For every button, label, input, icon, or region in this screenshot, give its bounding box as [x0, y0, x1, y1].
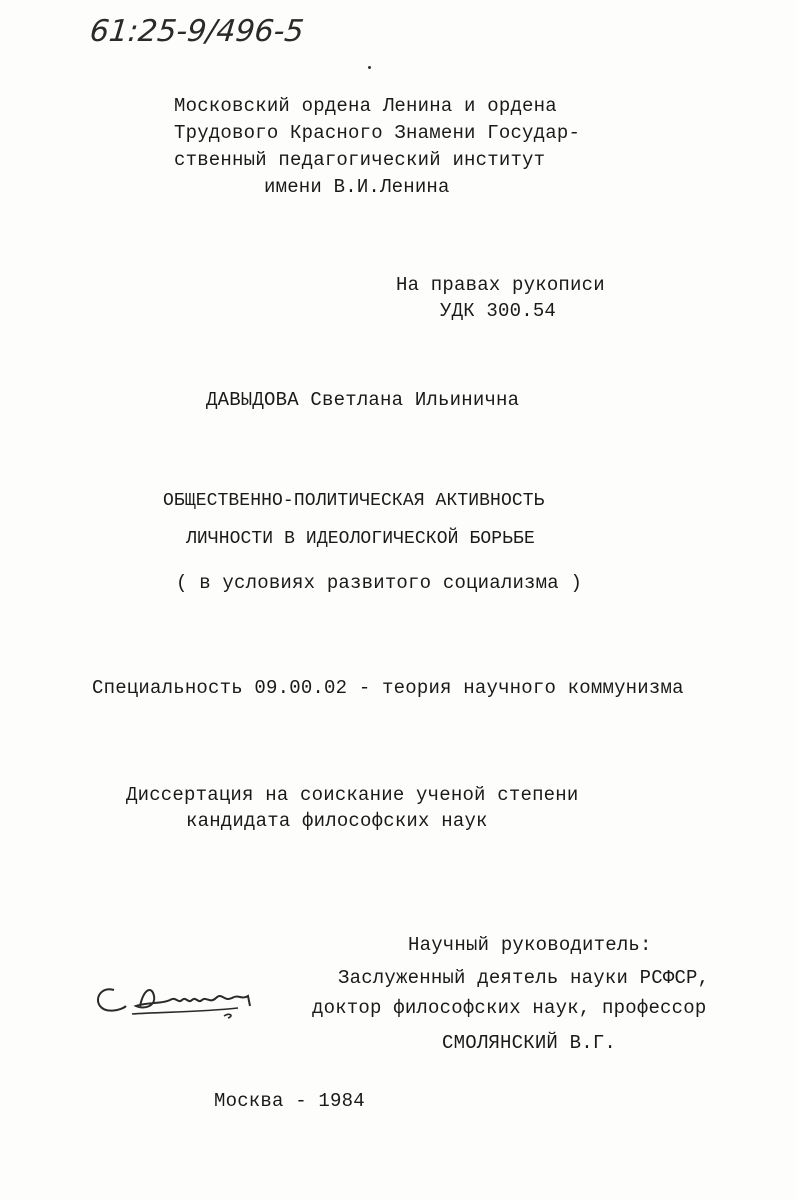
supervisor-heading: Научный руководитель: [408, 934, 652, 956]
title-subtitle: ( в условиях развитого социализма ) [176, 572, 583, 594]
supervisor-name: СМОЛЯНСКИЙ В.Г. [442, 1032, 617, 1054]
institution-line-2: Трудового Красного Знамени Государ- [174, 122, 581, 144]
degree-line-1: Диссертация на соискание ученой степени [126, 784, 579, 806]
author-name: ДАВЫДОВА Светлана Ильинична [206, 389, 520, 411]
institution-line-3: ственный педагогический институт [174, 149, 546, 171]
udc-code: УДК 300.54 [440, 300, 557, 322]
institution-line-4: имени В.И.Ленина [264, 176, 450, 198]
place-year: Москва - 1984 [214, 1090, 365, 1112]
manuscript-rights: На правах рукописи [396, 274, 605, 296]
specialty: Специальность 09.00.02 - теория научного коммунизма [92, 677, 684, 699]
degree-line-2: кандидата философских наук [186, 810, 488, 832]
institution-line-1: Московский ордена Ленина и ордена [174, 95, 557, 117]
title-line-1: ОБЩЕСТВЕННО-ПОЛИТИЧЕСКАЯ АКТИВНОСТЬ [163, 491, 545, 511]
ink-speck [368, 66, 371, 69]
supervisor-rank: Заслуженный деятель науки РСФСР, [338, 967, 710, 989]
archive-number: 61:25-9/496-5 [88, 14, 306, 49]
signature [92, 976, 262, 1026]
supervisor-degree: доктор философских наук, профессор [312, 997, 707, 1019]
title-line-2: ЛИЧНОСТИ В ИДЕОЛОГИЧЕСКОЙ БОРЬБЕ [186, 529, 535, 549]
